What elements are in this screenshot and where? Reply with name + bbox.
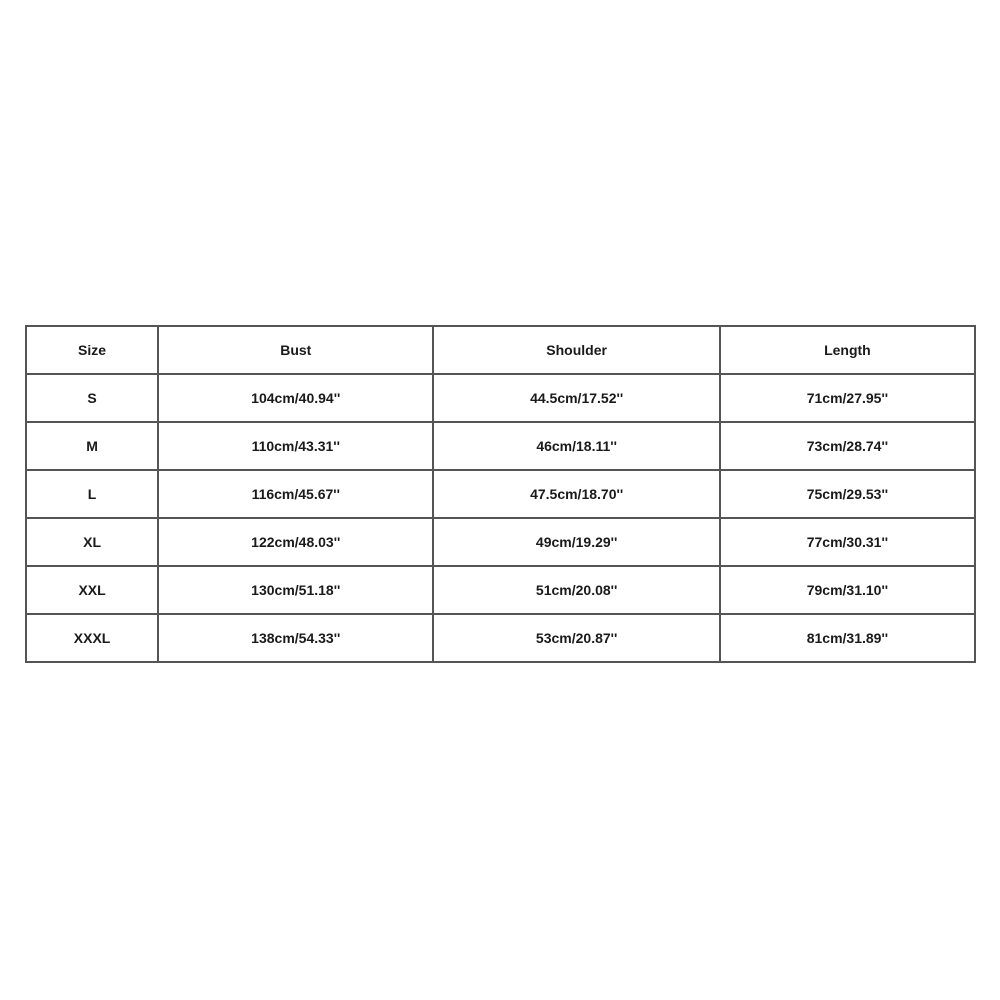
table-row (26, 470, 975, 518)
shoulder-cell: 49cm/19.29'' (433, 518, 719, 566)
length-cell: 77cm/30.31'' (720, 518, 975, 566)
size-cell: XL (26, 518, 158, 566)
table-row (26, 422, 975, 470)
header-length: Length (720, 326, 975, 374)
size-cell: XXXL (26, 614, 158, 662)
header-size: Size (26, 326, 158, 374)
size-cell: L (26, 470, 158, 518)
length-cell: 81cm/31.89'' (720, 614, 975, 662)
size-cell: XXL (26, 566, 158, 614)
table-row (26, 566, 975, 614)
shoulder-cell: 53cm/20.87'' (433, 614, 719, 662)
size-cell: S (26, 374, 158, 422)
length-cell: 71cm/27.95'' (720, 374, 975, 422)
bust-cell: 130cm/51.18'' (158, 566, 433, 614)
shoulder-cell: 46cm/18.11'' (433, 422, 719, 470)
bust-cell: 138cm/54.33'' (158, 614, 433, 662)
shoulder-cell: 47.5cm/18.70'' (433, 470, 719, 518)
shoulder-cell: 44.5cm/17.52'' (433, 374, 719, 422)
size-chart-table (25, 325, 976, 663)
bust-cell: 116cm/45.67'' (158, 470, 433, 518)
table-header-row (26, 326, 975, 374)
shoulder-cell: 51cm/20.08'' (433, 566, 719, 614)
header-shoulder: Shoulder (433, 326, 719, 374)
length-cell: 79cm/31.10'' (720, 566, 975, 614)
table-row (26, 518, 975, 566)
header-bust: Bust (158, 326, 433, 374)
length-cell: 75cm/29.53'' (720, 470, 975, 518)
bust-cell: 104cm/40.94'' (158, 374, 433, 422)
table-row (26, 374, 975, 422)
table-row (26, 614, 975, 662)
bust-cell: 110cm/43.31'' (158, 422, 433, 470)
size-cell: M (26, 422, 158, 470)
length-cell: 73cm/28.74'' (720, 422, 975, 470)
bust-cell: 122cm/48.03'' (158, 518, 433, 566)
